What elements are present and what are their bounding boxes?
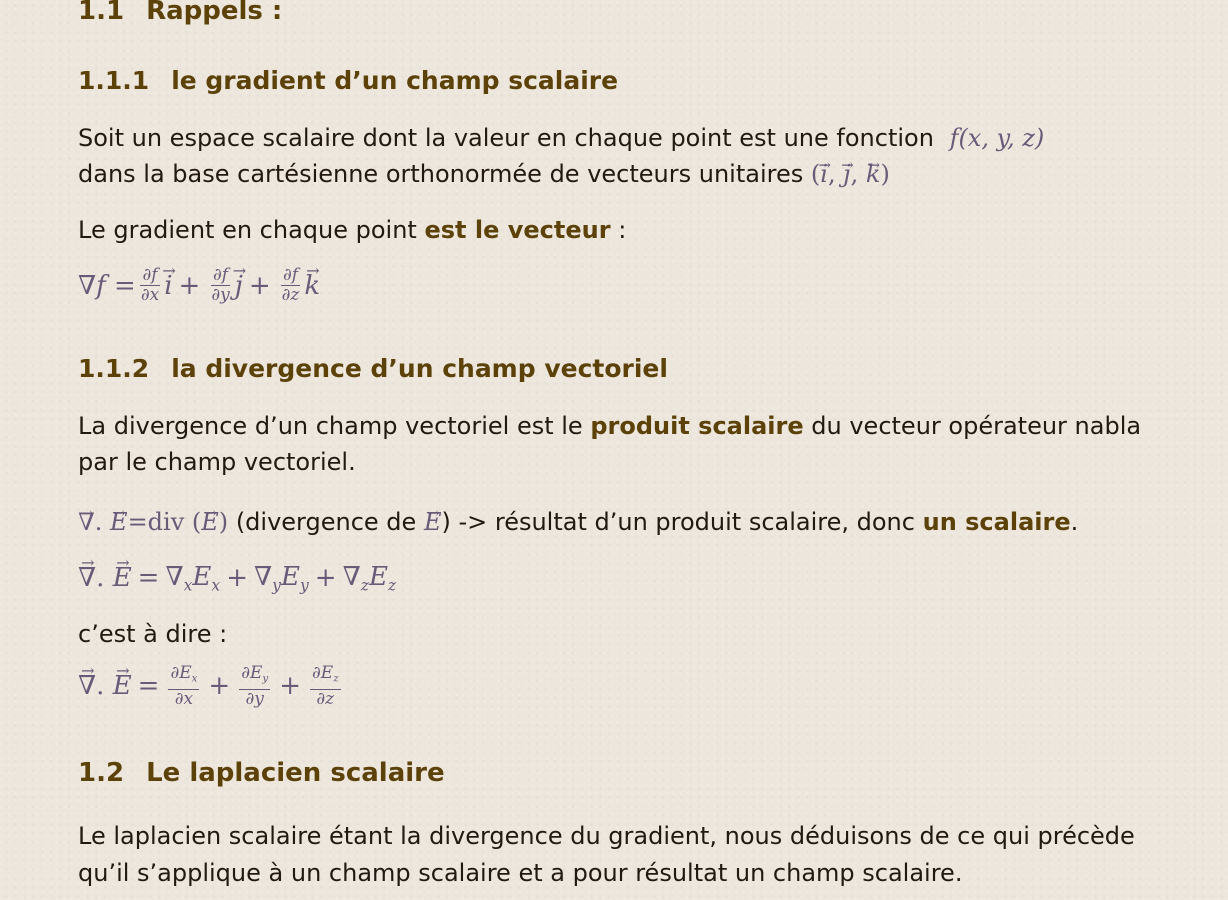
paragraph-gradient-def: Le gradient en chaque point est le vecteur : <box>78 216 627 244</box>
section-heading-1-1-2: 1.1.2 la divergence d’un champ vectoriel <box>78 354 668 383</box>
paragraph-divergence-line2: par le champ vectoriel. <box>78 448 356 476</box>
section-heading-1-1: 1.1 Rappels : <box>78 0 283 26</box>
unit-vectors-ijk: → i, → j, → k <box>820 160 880 188</box>
divergence-nabla-components: → ∇ . → E = $\nabla_xE_x$ + $\nabla_yE_y$ + $\nabla_zE_z$ <box>78 562 396 594</box>
section-heading-1-1-1: 1.1.1 le gradient d’un champ scalaire <box>78 66 619 95</box>
text-cest-a-dire: c’est à dire : <box>78 620 228 648</box>
divergence-definition-line: → ∇. → E=div (→ E) (divergence de → E) -> résultat d’un produit scalaire, donc un scalaire. <box>78 504 1078 540</box>
gradient-equation: ∇f = $\frac{\partial f}{\partial x}$ → i + $\frac{\partial f}{\partial y}$ → j + $\frac{\partial f}{\partial z}$ → k <box>78 266 320 305</box>
paragraph-scalar-space-line2: dans la base cartésienne orthonormée de vecteurs unitaires (→ i, → j, → k) <box>78 156 890 192</box>
paragraph-scalar-space-line1: Soit un espace scalaire dont la valeur en chaque point est une fonction f(x, y, z) <box>78 124 1045 152</box>
divergence-partial-equation: → ∇ . → E = $\frac{\partial E_x}{\partial x}$ + $\frac{\partial E_y}{\partial y}$ + $\frac{\partial E_z}{\partial z}$ <box>78 664 344 709</box>
paragraph-laplacian-line1: Le laplacien scalaire étant la divergence du gradient, nous déduisons de ce qui précède <box>78 822 1135 850</box>
nabla-dot-e: → ∇. → E <box>78 508 128 536</box>
paragraph-laplacian-line2: qu’il s’applique à un champ scalaire et a pour résultat un champ scalaire. <box>78 859 963 887</box>
function-f-xyz: f(x, y, z) <box>949 124 1045 152</box>
paragraph-divergence-line1: La divergence d’un champ vectoriel est le produit scalaire du vecteur opérateur nabla <box>78 412 1142 440</box>
section-heading-1-2: 1.2 Le laplacien scalaire <box>78 758 445 788</box>
